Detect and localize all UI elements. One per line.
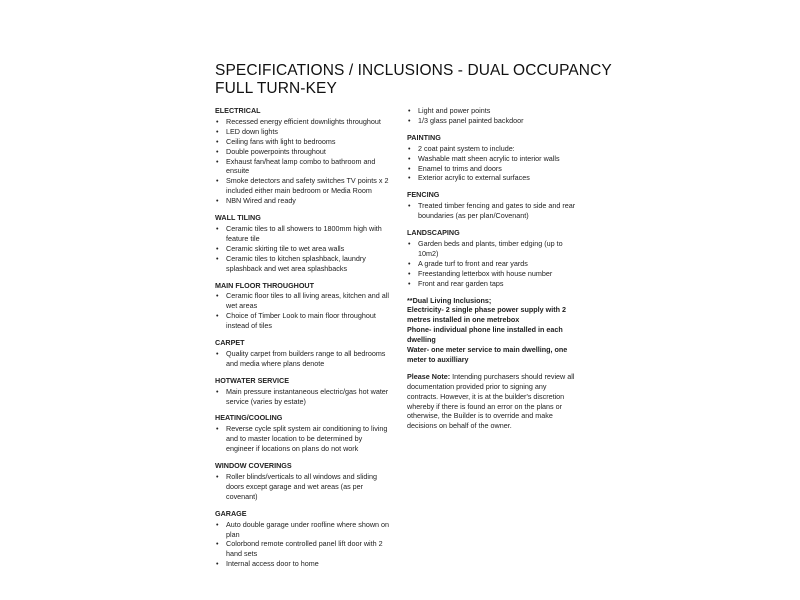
- list-item: • Main pressure instantaneous electric/gas hot water service (varies by estate): [215, 387, 390, 407]
- list-item: • LED down lights: [215, 127, 390, 137]
- list-item: • Choice of Timber Look to main floor throughout instead of tiles: [215, 311, 390, 331]
- bullet-list: [407, 144, 577, 184]
- list-item: • 2 coat paint system to include:: [407, 144, 577, 154]
- list-item: • Freestanding letterbox with house number: [407, 269, 577, 279]
- section-heading: HEATING/COOLING: [215, 413, 283, 423]
- section-heading: LANDSCAPING: [407, 228, 460, 238]
- dual-living-inclusions: [407, 296, 577, 365]
- section-window-coverings: [215, 461, 390, 502]
- list-item: • Ceramic floor tiles to all living areas, kitchen and all wet areas: [215, 291, 390, 311]
- page-title: [215, 62, 612, 98]
- section-garage: [215, 509, 390, 569]
- bullet-list: [215, 349, 390, 369]
- section-heading: GARAGE: [215, 508, 247, 518]
- bullet-list: [215, 387, 390, 407]
- section-heading: WALL TILING: [215, 213, 261, 223]
- list-item: • Ceramic skirting tile to wet area walls: [215, 244, 390, 254]
- list-item: • Enamel to trims and doors: [407, 164, 577, 174]
- section-wall-tiling: [215, 213, 390, 273]
- section-landscaping: [407, 228, 577, 288]
- bullet-list: [407, 201, 577, 221]
- bullet-list: [407, 106, 577, 126]
- bullet-list: [215, 472, 390, 502]
- section-painting: [407, 133, 577, 184]
- section-heading: FENCING: [407, 190, 440, 200]
- left-column: [215, 106, 390, 576]
- list-item: • 1/3 glass panel painted backdoor: [407, 116, 577, 126]
- note-text: Intending purchasers should review all documentation provided prior to signing any contracts. However, it is at the builder's discretion whereby if there is found an error on the plans or otherwise, the Builder is to override and make decisions on behalf of the owner.: [407, 371, 575, 431]
- section-main-floor-throughout: [215, 281, 390, 332]
- section-fencing: [407, 190, 577, 221]
- section-heading: CARPET: [215, 338, 245, 348]
- list-item: • Exhaust fan/heat lamp combo to bathroom and ensuite: [215, 157, 390, 177]
- dual-living-electricity: Electricity- 2 single phase power supply with 2 metres installed in one metrebox: [407, 305, 566, 325]
- list-item: • Colorbond remote controlled panel lift door with 2 hand sets: [215, 539, 390, 559]
- list-item: • Quality carpet from builders range to all bedrooms and media where plans denote: [215, 349, 390, 369]
- section-heading: PAINTING: [407, 132, 441, 142]
- list-item: • Smoke detectors and safety switches TV points x 2 included either main bedroom or Media Room: [215, 176, 390, 196]
- section-hotwater-service: [215, 376, 390, 407]
- bullet-list: [215, 291, 390, 331]
- list-item: • Garden beds and plants, timber edging (up to 10m2): [407, 239, 577, 259]
- list-item: • Ceiling fans with light to bedrooms: [215, 137, 390, 147]
- section-heading: ELECTRICAL: [215, 106, 261, 115]
- please-note: [407, 372, 577, 431]
- bullet-list: [215, 117, 390, 206]
- section-continued: [407, 106, 577, 126]
- list-item: • Double powerpoints throughout: [215, 147, 390, 157]
- bullet-list: [407, 239, 577, 289]
- list-item: • Reverse cycle split system air conditioning to living and to master location to be determined by engineer if locations on plans do not work: [215, 424, 390, 454]
- bullet-list: [215, 224, 390, 274]
- list-item: • Exterior acrylic to external surfaces: [407, 173, 577, 183]
- list-item: • Treated timber fencing and gates to side and rear boundaries (as per plan/Covenant): [407, 201, 577, 221]
- list-item: • Front and rear garden taps: [407, 279, 577, 289]
- section-heading: WINDOW COVERINGS: [215, 461, 292, 471]
- section-electrical: [215, 106, 390, 206]
- section-heating-cooling: [215, 413, 390, 454]
- bullet-list: [215, 424, 390, 454]
- list-item: • Recessed energy efficient downlights throughout: [215, 117, 390, 127]
- right-column: [407, 106, 577, 431]
- title-line-1: SPECIFICATIONS / INCLUSIONS - DUAL OCCUPANCY: [215, 62, 612, 79]
- section-heading: HOTWATER SERVICE: [215, 375, 290, 385]
- dual-living-heading: **Dual Living Inclusions;: [407, 295, 492, 305]
- list-item: • Light and power points: [407, 106, 577, 116]
- list-item: • Auto double garage under roofline where shown on plan: [215, 520, 390, 540]
- list-item: • Roller blinds/verticals to all windows and sliding doors except garage and wet areas (as per covenant): [215, 472, 390, 502]
- title-line-2: FULL TURN-KEY: [215, 80, 337, 97]
- list-item: • Internal access door to home: [215, 559, 390, 569]
- bullet-list: [215, 520, 390, 570]
- note-label: Please Note:: [407, 371, 451, 381]
- list-item: • Washable matt sheen acrylic to interior walls: [407, 154, 577, 164]
- section-heading: MAIN FLOOR THROUGHOUT: [215, 280, 315, 290]
- list-item: • A grade turf to front and rear yards: [407, 259, 577, 269]
- dual-living-water: Water- one meter service to main dwelling, one meter to auxilliary: [407, 345, 568, 364]
- dual-living-phone: Phone- individual phone line installed in each dwelling: [407, 325, 563, 345]
- list-item: • Ceramic tiles to kitchen splashback, laundry splashback and wet area splashbacks: [215, 254, 390, 274]
- list-item: • Ceramic tiles to all showers to 1800mm high with feature tile: [215, 224, 390, 244]
- list-item: • NBN Wired and ready: [215, 196, 390, 206]
- section-carpet: [215, 338, 390, 369]
